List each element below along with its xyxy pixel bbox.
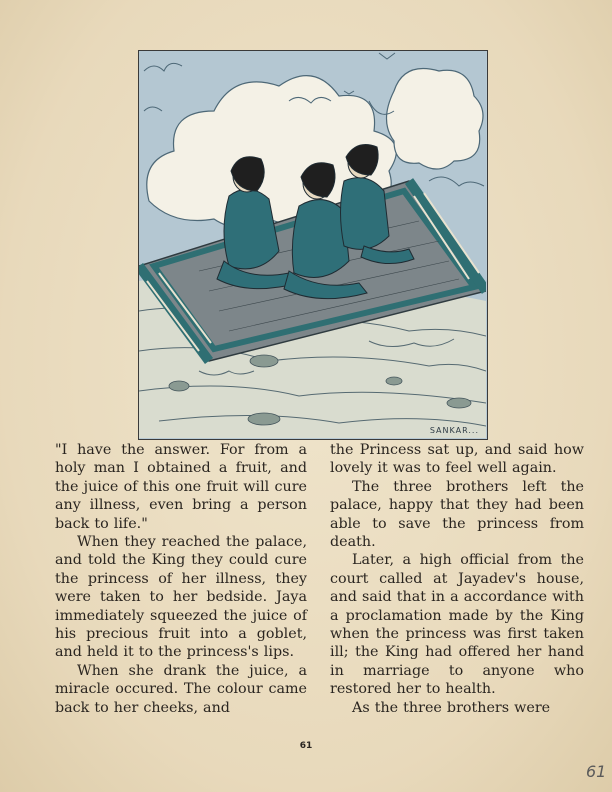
flying-carpet-illustration bbox=[138, 50, 488, 440]
paragraph: As the three brothers were bbox=[352, 699, 551, 716]
text-column-left bbox=[55, 441, 307, 717]
paragraph: The three brothers left the palace, happy that they had been able to save the princess from death. bbox=[330, 478, 584, 551]
artist-signature: SANKAR... bbox=[429, 426, 479, 435]
paragraph: Later, a high official from the court called at Jayadev's house, and said that in a accordance with a proclamation made by the King when the princess was first taken ill; the King had offered her hand in marriage to anyone who restored her to health. bbox=[330, 552, 584, 698]
paragraph: "I have the answer. For from a holy man I obtained a fruit, and the juice of this one fruit will cure any illness, even bring a person back to life." bbox=[55, 442, 307, 532]
paragraph: the Princess sat up, and said how lovely it was to feel well again. bbox=[330, 442, 584, 477]
illustration-drawing bbox=[139, 51, 486, 438]
handwritten-page-number: 61 bbox=[586, 762, 607, 781]
text-column-right bbox=[330, 441, 584, 717]
paragraph: When they reached the palace, and told the King they could cure the princess of her illness, they were taken to her bedside. Jaya immediately squeezed the juice of his precious fruit into a goblet, and held it to the princess's lips. bbox=[55, 534, 307, 661]
page-number: 61 bbox=[299, 741, 313, 751]
paragraph: When she drank the juice, a miracle occured. The colour came back to her cheeks, and bbox=[55, 662, 307, 716]
